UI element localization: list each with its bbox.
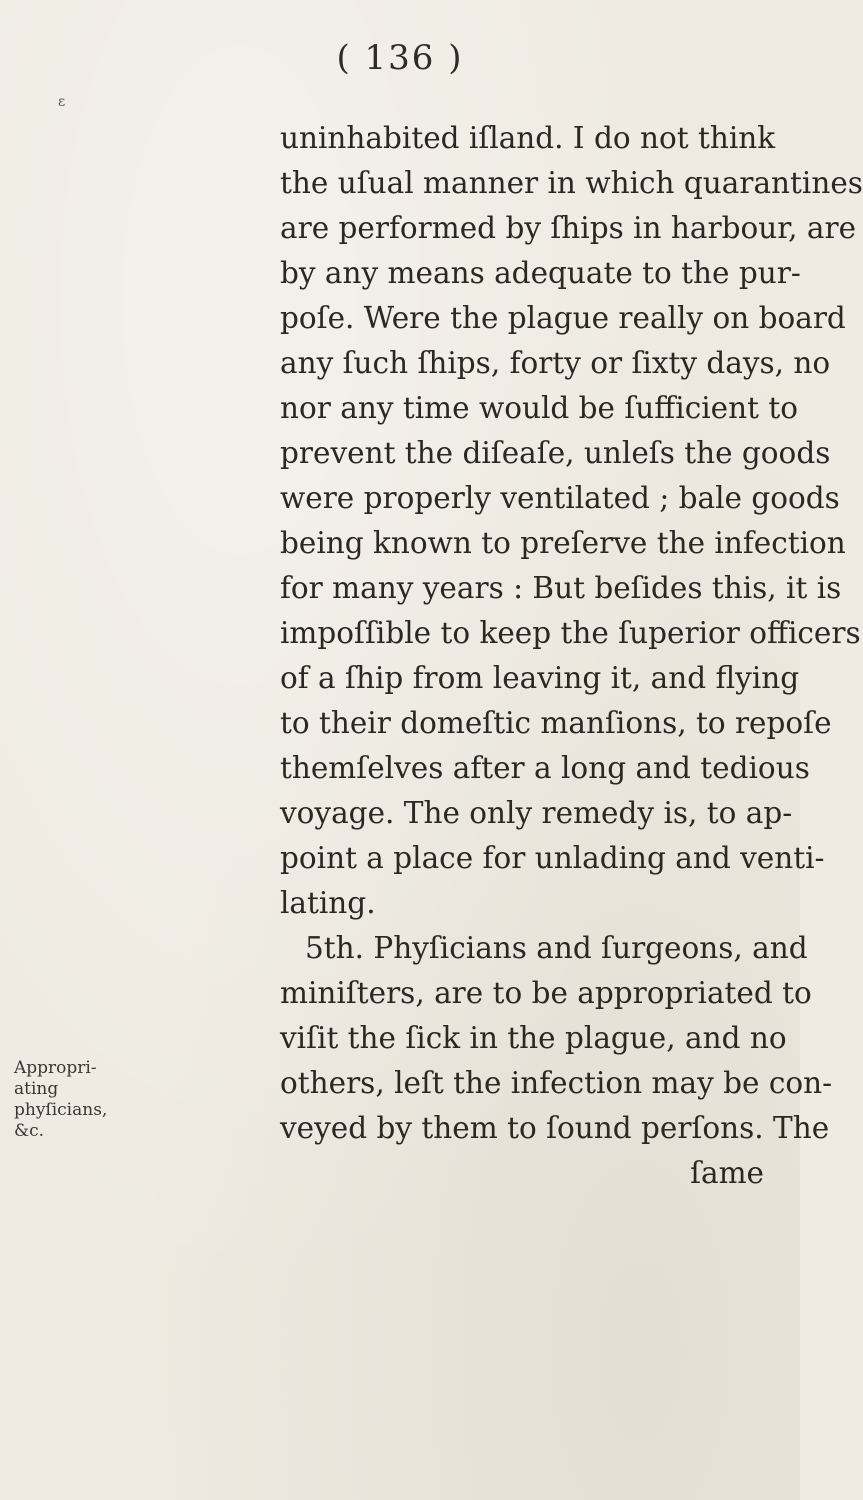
text-line: poſe. Were the plague really on board [280,301,846,335]
text-line: viſit the ſick in the plague, and no [280,1021,787,1055]
text-line: for many years : But beſides this, it is [280,571,842,605]
text-line: the uſual manner in which quarantines [280,166,863,200]
text-line: veyed by them to ſound perſons. The [280,1111,830,1145]
text-line: were properly ventilated ; bale goods [280,481,840,515]
text-line: being known to preſerve the infection [280,526,846,560]
margin-note-line: Appropri- [14,1058,97,1078]
text-line: to their domeſtic manſions, to repoſe [280,706,832,740]
text-line: lating. [280,886,376,920]
text-line: prevent the diſeaſe, unleſs the goods [280,436,831,470]
text-line: voyage. The only remedy is, to ap- [280,796,793,830]
text-line: themſelves after a long and tedious [280,751,810,785]
text-line: nor any time would be ſufficient to [280,391,798,425]
text-line: impoſſible to keep the ſuperior officers [280,616,861,650]
margin-note [14,1058,126,1142]
text-line: uninhabited iſland. I do not think [280,121,776,155]
page-number: ( 136 ) [336,38,464,78]
margin-note-line: ating [14,1079,59,1099]
margin-note-line: &c. [14,1121,45,1141]
catchword: ſame [690,1156,764,1190]
text-line: of a ſhip from leaving it, and flying [280,661,800,695]
text-line: 5th. Phyſicians and ſurgeons, and [305,931,808,965]
margin-note-line: phyſicians, [14,1100,108,1120]
text-line: miniſters, are to be appropriated to [280,976,812,1010]
text-line: others, leſt the infection may be con- [280,1066,833,1100]
text-line: any ſuch ſhips, forty or ſixty days, no [280,346,831,380]
stray-mark: ɛ [58,94,66,110]
text-line: point a place for unlading and venti- [280,841,825,875]
text-line: are performed by ſhips in harbour, are [280,211,857,245]
text-line: by any means adequate to the pur- [280,256,801,290]
